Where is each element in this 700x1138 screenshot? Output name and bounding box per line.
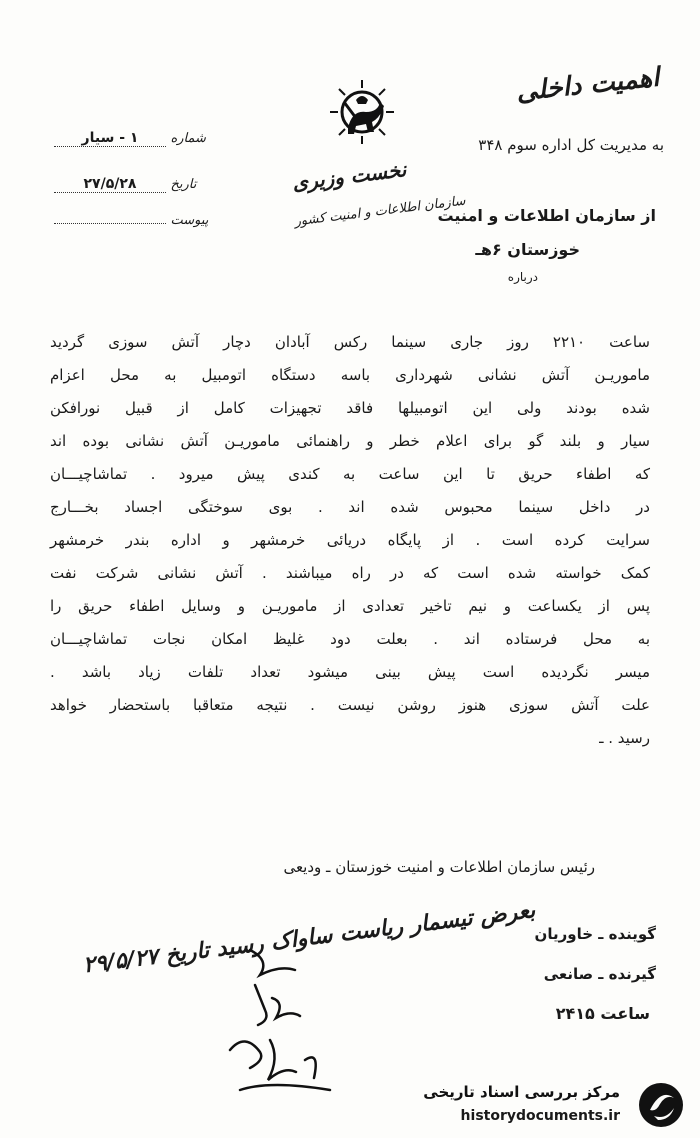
- body-line: سرایت کرده است . از پایگاه دریائی خرمشهر و اداره بندر خرمشهر: [50, 531, 650, 549]
- agency-name: سازمان اطلاعات و امنیت کشور: [293, 193, 467, 230]
- handwritten-note: بعرض تیسمار ریاست ساواک رسید تاریخ ۲۹/۵/۲۷: [81, 898, 537, 979]
- body-line: به محل فرستاده اند . بعلت دود غلیظ امکان نجات تماشاچیـــان: [50, 630, 650, 648]
- body-line: کمک خواسته شده است که در راه میباشند . آتش نشانی شرکت نفت: [50, 564, 650, 582]
- body-line: شده بودند ولی این اتومبیلها فاقد تجهیزات کامل از قبیل نورافکن: [50, 399, 650, 417]
- date-value: ۲۷/۵/۲۸: [54, 176, 166, 193]
- reporter-line: گوینده ـ خاوریان: [534, 925, 656, 943]
- body-line: که اطفاء حریق تا این ساعت به کندی پیش میرود . تماشاچیـــان: [50, 465, 650, 483]
- body-line: در داخل سینما محبوس شده اند . بوی سوختگی اجساد بخـــارج: [50, 498, 650, 516]
- body-line: پس از یکساعت و نیم تاخیر تعدادی از ماموریـن و وسایل اطفاء حریق را: [50, 597, 650, 615]
- body-line: میسر نگردیده است پیش بینی میشود تعداد تلفات زیاد باشد .: [50, 663, 650, 681]
- body-line: سیار و بلند گو برای اعلام خطر و راهنمائی ماموریـن آتش نشانی بوده اند: [50, 432, 650, 450]
- body-line: ماموریـن آتش نشانی شهرداری باسه دستگاه اتومبیل به محل اعزام: [50, 366, 650, 384]
- reference-number: [40, 130, 206, 147]
- handwritten-signature-icon: [210, 940, 360, 1100]
- body-line: علت آتش سوزی هنوز روشن نیست . نتیجه متعاقبا باستحضار خواهد: [50, 696, 650, 714]
- ministry-name: نخست وزیری: [290, 157, 408, 195]
- body-line: رسید . ـ: [599, 729, 650, 747]
- recipient-line: خوزستان ۶هـ: [475, 240, 580, 259]
- attachment: [40, 212, 208, 228]
- attachment-value: [54, 223, 166, 224]
- regarding-label: درباره: [507, 270, 538, 284]
- classification-stamp: اهمیت داخلی: [515, 62, 662, 108]
- time-line: ساعت ۲۴۱۵: [555, 1004, 650, 1023]
- document-date: [40, 176, 196, 193]
- archive-watermark-text: مرکز بررسی اسناد تاریخی: [423, 1083, 620, 1101]
- archive-watermark-url: historydocuments.ir: [460, 1108, 620, 1124]
- addressee-line: به مدیریت کل اداره سوم ۳۴۸: [478, 136, 664, 154]
- number-value: ۱ - سیار: [54, 130, 166, 147]
- attachment-label: پیوست: [170, 213, 209, 228]
- date-label: تاریخ: [170, 177, 197, 192]
- number-label: شماره: [170, 131, 206, 146]
- report-body: [50, 326, 650, 755]
- body-line: ساعت ۲۲۱۰ روز جاری سینما رکس آبادان دچار آتش سوزی گردید: [50, 333, 650, 351]
- signature-title: رئیس سازمان اطلاعات و امنیت خوزستان ـ ودیعی: [283, 858, 595, 876]
- lion-and-sun-emblem-icon: [322, 72, 402, 152]
- archive-logo-icon: [636, 1080, 686, 1130]
- receiver-line: گیرنده ـ صانعی: [543, 965, 656, 983]
- sender-line: از سازمان اطلاعات و امنیت: [437, 206, 656, 225]
